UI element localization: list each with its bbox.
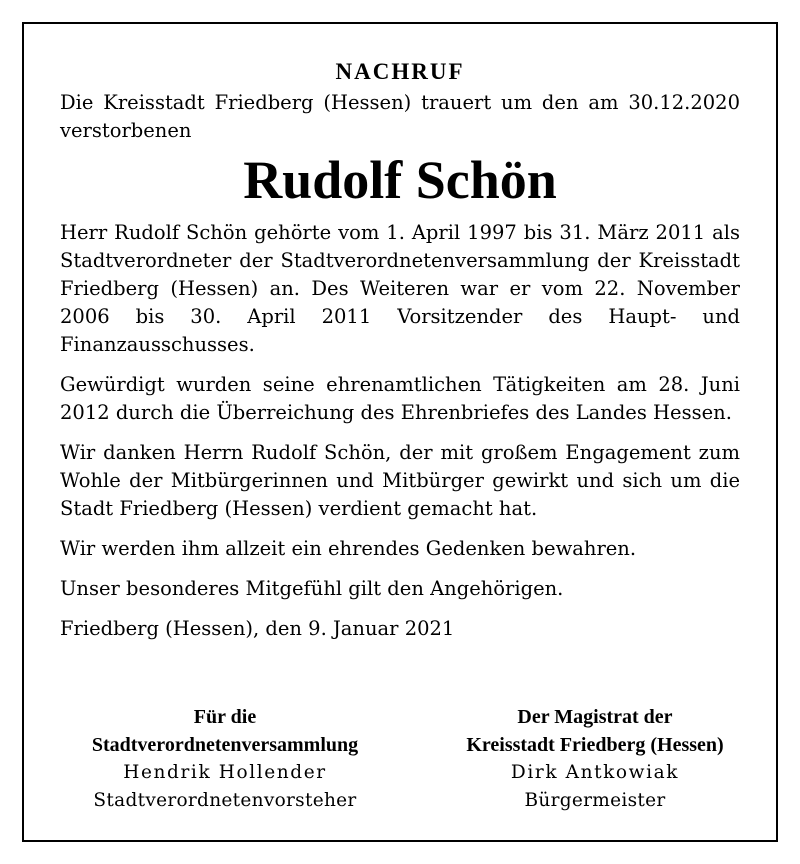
signature-left-role: Stadtverordnetenvorsteher: [93, 790, 357, 811]
signature-left: [40, 703, 410, 815]
signature-right-line2: Kreisstadt Friedberg (Hessen): [466, 734, 724, 756]
signature-right-person: Dirk Antkowiak: [510, 762, 680, 783]
signature-block: [40, 703, 760, 823]
signature-left-line1: Für die: [193, 706, 257, 728]
deceased-name: Rudolf Schön: [243, 150, 557, 210]
paragraph-thanks: Wir danken Herrn Rudolf Schön, der mit großem Engagement zum Wohle der Mitbürgerinnen und Mitbürger gewirkt und sich um die Stadt Friedberg (Hessen) verdient gemacht hat.: [60, 441, 740, 520]
intro-text: Die Kreisstadt Friedberg (Hessen) trauert um den am 30.12.2020 verstorbenen: [60, 91, 740, 142]
paragraph-service: Herr Rudolf Schön gehörte vom 1. April 1997 bis 31. März 2011 als Stadtverordneter der Stadtverordnetenversammlung der Kreisstadt Friedberg (Hessen) an. Des Weiteren war er vom 22. November 2006 bis 30. April 2011 Vorsitzender des Haupt- und Finanzausschusses.: [60, 221, 740, 356]
place-date: Friedberg (Hessen), den 9. Januar 2021: [60, 617, 455, 640]
paragraph-remembrance: Wir werden ihm allzeit ein ehrendes Gedenken bewahren.: [60, 537, 637, 560]
signature-right: [430, 703, 760, 815]
signature-left-person: Hendrik Hollender: [123, 762, 327, 783]
paragraph-condolence: Unser besonderes Mitgefühl gilt den Angehörigen.: [60, 577, 564, 600]
obituary-heading: NACHRUF: [335, 59, 465, 84]
paragraph-honor: Gewürdigt wurden seine ehrenamtlichen Tätigkeiten am 28. Juni 2012 durch die Überreichung des Ehrenbriefes des Landes Hessen.: [60, 373, 740, 424]
signature-left-line2: Stadtverordnetenversammlung: [91, 734, 359, 756]
obituary-content: [60, 57, 740, 655]
signature-right-role: Bürgermeister: [524, 790, 666, 811]
signature-right-line1: Der Magistrat der: [517, 706, 673, 728]
